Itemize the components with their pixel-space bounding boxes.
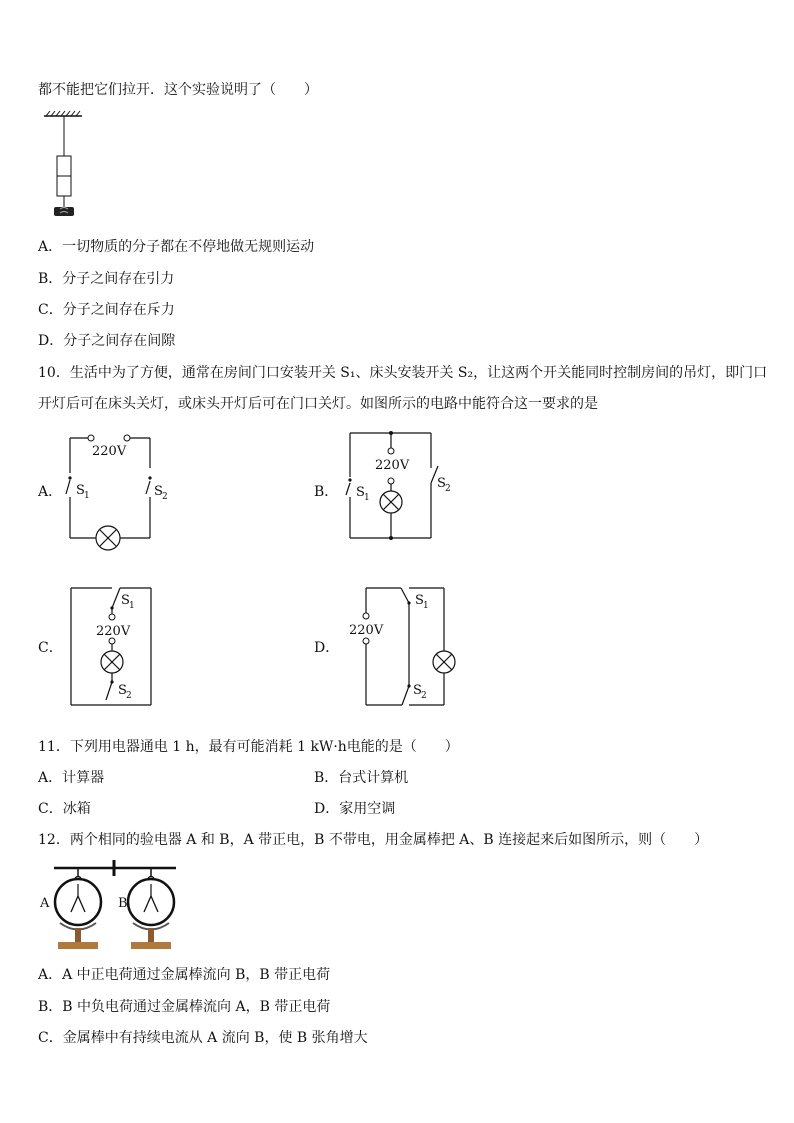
q9-option-b[interactable]: B．分子之间存在引力 <box>38 271 175 287</box>
q10-option-d-label[interactable]: D． <box>314 640 340 656</box>
q10-option-b-label[interactable]: B． <box>314 484 339 500</box>
q10-stem-line2: 开灯后可在床头关灯，或床头开灯后可在门口关灯。如图所示的电路中能符合这一要求的是 <box>38 396 598 412</box>
q10-c-s1-sub: 1 <box>129 601 135 611</box>
q10-b-s1-sub: 1 <box>364 493 370 503</box>
q9-stem-tail: 都不能把它们拉开．这个实验说明了（ ） <box>38 82 318 98</box>
q10-d-s2: S <box>413 683 422 698</box>
q9-option-c[interactable]: C．分子之间存在斥力 <box>38 302 175 318</box>
q11-stem: 11．下列用电器通电 1 h，最有可能消耗 1 kW·h电能的是（ ） <box>38 739 459 755</box>
q12-option-b[interactable]: B．B 中负电荷通过金属棒流向 A，B 带正电荷 <box>38 999 331 1015</box>
q10-a-s2: S <box>154 484 163 499</box>
q10-option-a-label[interactable]: A． <box>38 484 63 500</box>
q10-c-s2-sub: 2 <box>126 691 132 701</box>
q11-option-d[interactable]: D．家用空调 <box>314 801 396 817</box>
q10-b-s1: S <box>356 485 365 500</box>
q10-a-s2-sub: 2 <box>162 492 168 502</box>
q10-b-s2-sub: 2 <box>445 484 451 494</box>
q10-b-voltage: 220V <box>375 458 410 473</box>
q10-d-s1-sub: 1 <box>423 601 429 611</box>
q9-option-a[interactable]: A．一切物质的分子都在不停地做无规则运动 <box>38 239 315 255</box>
q10-d-s1: S <box>415 593 424 608</box>
q11-option-a[interactable]: A．计算器 <box>38 770 105 786</box>
q12-label-b: B <box>118 896 128 911</box>
q12-electroscope-b <box>128 868 174 949</box>
q12-option-c[interactable]: C．金属棒中有持续电流从 A 流向 B，使 B 张角增大 <box>38 1030 368 1046</box>
q12-stem: 12．两个相同的验电器 A 和 B，A 带正电，B 不带电，用金属棒把 A、B 连接起来后如图所示，则（ ） <box>38 832 709 848</box>
q10-option-c-label[interactable]: C． <box>38 640 63 656</box>
q12-option-a[interactable]: A．A 中正电荷通过金属棒流向 B，B 带正电荷 <box>38 967 331 983</box>
q10-c-s1: S <box>121 593 130 608</box>
q10-c-s2: S <box>118 683 127 698</box>
q11-option-c[interactable]: C．冰箱 <box>38 801 91 817</box>
q12-label-a: A <box>40 896 50 911</box>
q10-a-s1-sub: 1 <box>84 491 90 501</box>
q10-c-voltage: 220V <box>96 624 131 639</box>
q10-a-s1: S <box>76 483 85 498</box>
q10-a-voltage: 220V <box>92 444 127 459</box>
q11-option-b[interactable]: B．台式计算机 <box>314 770 409 786</box>
q10-d-voltage: 220V <box>349 623 384 638</box>
q9-option-d[interactable]: D．分子之间存在间隙 <box>38 333 176 349</box>
q10-d-s2-sub: 2 <box>421 691 427 701</box>
q12-electroscope-a <box>55 868 101 949</box>
q10-stem-line1: 10．生活中为了方便，通常在房间门口安装开关 S₁、床头安装开关 S₂，让这两个开关能同时控制房间的吊灯，即门口 <box>38 365 768 381</box>
q10-b-s2: S <box>437 476 446 491</box>
